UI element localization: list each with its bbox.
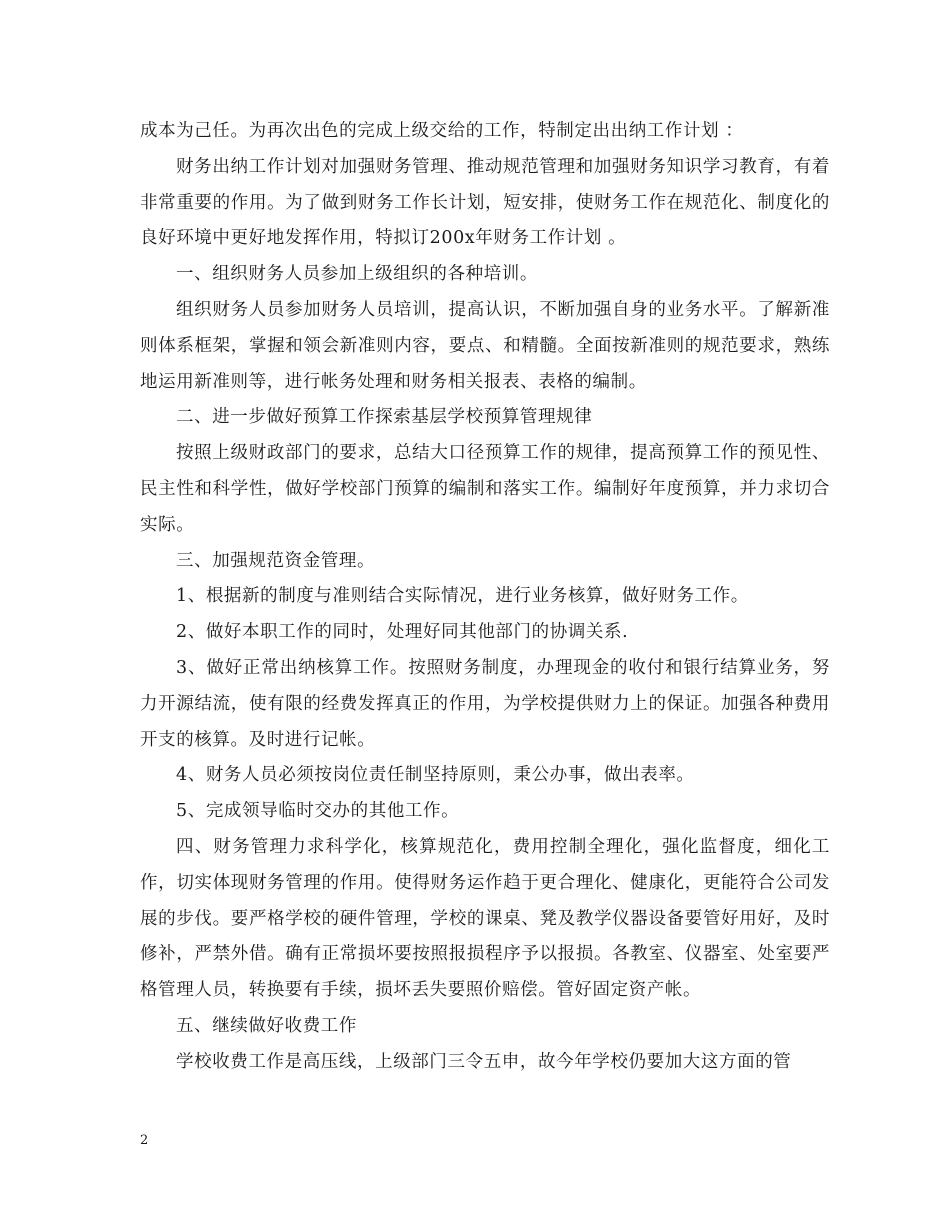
list-item: 5、完成领导临时交办的其他工作。: [176, 801, 460, 822]
body-text: [140, 114, 830, 1081]
section-heading: 二、进一步做好预算工作探索基层学校预算管理规律: [176, 407, 593, 428]
paragraph: 成本为己任。为再次出色的完成上级交给的工作，特制定出出纳工作计划 ：: [140, 121, 744, 141]
paragraph: 组织财务人员参加财务人员培训，提高认识，不断加强自身的业务水平。了解新准则体系框架，掌握和领会新准则内容，要点、和精髓。全面按新准则的规范要求，熟练地运用新准则等，进行帐务处理和财务相关报表、表格的编制。: [140, 299, 830, 392]
page-number: 2: [140, 1133, 149, 1148]
list-item: 2、做好本职工作的同时，处理好同其他部门的协调关系.: [176, 622, 629, 643]
section-heading: 三、加强规范资金管理。: [176, 550, 376, 571]
list-item: 3、做好正常出纳核算工作。按照财务制度，办理现金的收付和银行结算业务，努力开源结流，使有限的经费发挥真正的作用，为学校提供财力上的保证。加强各种费用开支的核算。及时进行记帐。: [140, 657, 830, 750]
list-item: 4、财务人员必须按岗位责任制坚持原则，秉公办事，做出表率。: [176, 765, 695, 786]
paragraph: 四、财务管理力求科学化，核算规范化，费用控制全理化，强化监督度，细化工作，切实体现财务管理的作用。使得财务运作趋于更合理化、健康化，更能符合公司发展的步伐。要严格学校的硬件管理，学校的课桌、凳及教学仪器设备要管好用好，及时修补，严禁外借。确有正常损坏要按照报损程序予以报损。各教室、仪器室、处室要严格管理人员，转换要有手续，损坏丢失要照价赔偿。管好固定资产帐。: [140, 836, 830, 1001]
section-heading: 一、组织财务人员参加上级组织的各种培训。: [176, 264, 538, 285]
paragraph: 财务出纳工作计划对加强财务管理、推动规范管理和加强财务知识学习教育，有着非常重要的作用。为了做到财务工作长计划，短安排，使财务工作在规范化、制度化的良好环境中更好地发挥作用，特拟订200x年财务工作计划 。: [140, 156, 830, 249]
paragraph: 学校收费工作是高压线，上级部门三令五申，故今年学校仍要加大这方面的管: [176, 1051, 792, 1072]
paragraph: 按照上级财政部门的要求，总结大口径预算工作的规律，提高预算工作的预见性、民主性和科学性，做好学校部门预算的编制和落实工作。编制好年度预算，并力求切合实际。: [140, 443, 830, 535]
list-item: 1、根据新的制度与准则结合实际情况，进行业务核算，做好财务工作。: [176, 586, 749, 607]
section-heading: 五、继续做好收费工作: [176, 1015, 357, 1036]
